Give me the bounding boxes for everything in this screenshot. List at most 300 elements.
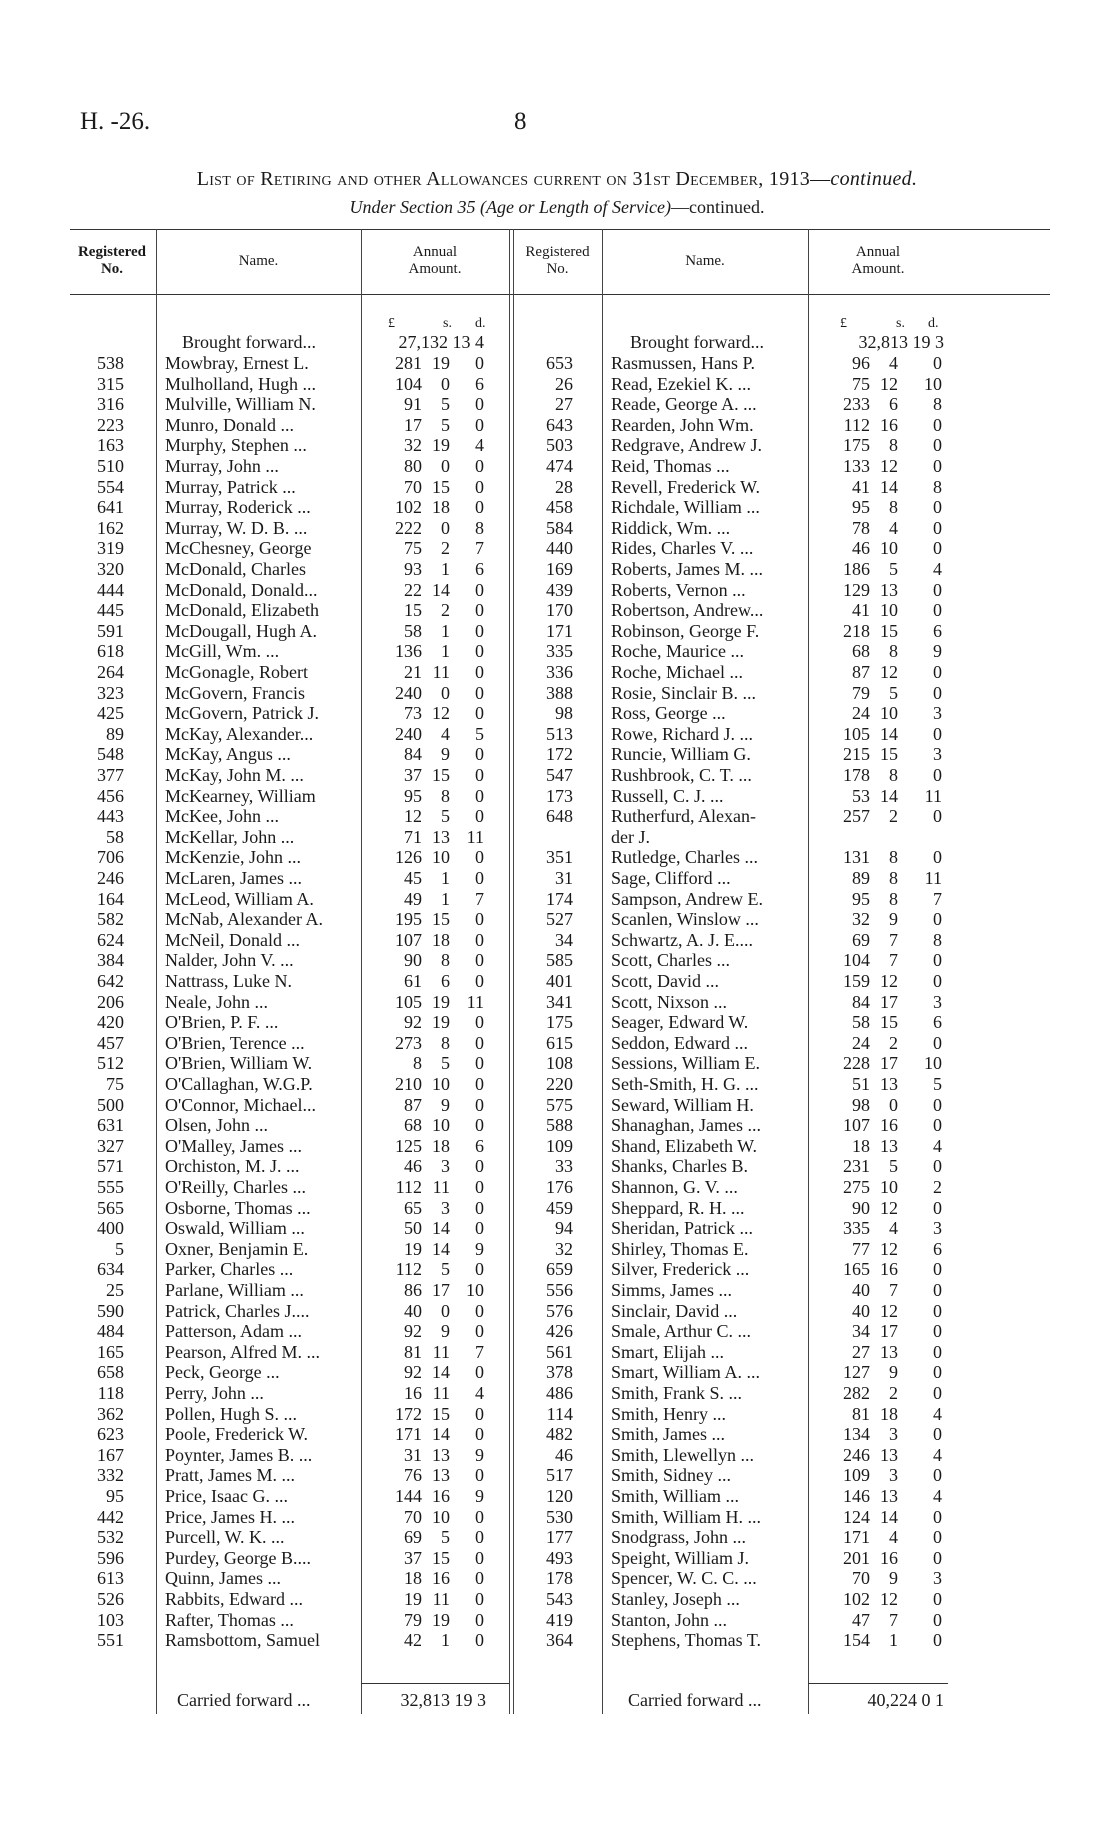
allowee-name: Seward, William H. xyxy=(611,1094,754,1115)
table-row xyxy=(0,374,1114,395)
allowee-name: Shanks, Charles B. xyxy=(611,1156,748,1177)
allowee-name: Smale, Arthur C. ... xyxy=(611,1321,751,1342)
amount-pence: 11 xyxy=(924,785,942,806)
allowee-name: Osborne, Thomas ... xyxy=(165,1197,311,1218)
table-row xyxy=(0,765,1114,786)
amount-shillings: 9 xyxy=(889,1568,898,1589)
registered-no: 167 xyxy=(97,1444,124,1465)
amount-pence: 0 xyxy=(475,1259,484,1280)
amount-shillings: 13 xyxy=(880,1341,898,1362)
table-row xyxy=(0,1548,1114,1569)
amount-pounds: 32 xyxy=(852,909,870,930)
amount-pounds: 8 xyxy=(413,1053,422,1074)
amount-pounds: 75 xyxy=(852,373,870,394)
allowee-name: Roberts, James M. ... xyxy=(611,559,763,579)
amount-pence: 0 xyxy=(933,1547,942,1568)
registered-no: 551 xyxy=(97,1630,124,1651)
amount-pounds: 79 xyxy=(852,682,870,703)
amount-shillings: 8 xyxy=(889,641,898,662)
allowee-name: McLeod, William A. xyxy=(165,888,314,909)
table-row xyxy=(0,1301,1114,1322)
registered-no: 176 xyxy=(546,1177,573,1197)
amount-pence: 0 xyxy=(933,353,942,373)
allowee-name: O'Connor, Michael... xyxy=(165,1094,316,1115)
registered-no: 26 xyxy=(555,373,573,394)
amount-pence: 0 xyxy=(475,497,484,518)
registered-no: 561 xyxy=(546,1341,573,1362)
amount-shillings: 3 xyxy=(889,1424,898,1445)
registered-no: 548 xyxy=(97,744,124,765)
amount-pence: 0 xyxy=(475,456,484,476)
amount-pounds: 84 xyxy=(404,744,422,765)
amount-shillings: 10 xyxy=(880,538,898,559)
registered-no: 31 xyxy=(555,868,573,888)
amount-shillings: 17 xyxy=(880,1321,898,1342)
registered-no: 118 xyxy=(97,1383,124,1403)
registered-no: 442 xyxy=(97,1506,124,1527)
amount-pounds: 68 xyxy=(852,641,870,662)
amount-pence: 0 xyxy=(933,1032,942,1053)
registered-no: 641 xyxy=(97,497,124,518)
allowee-name: McNeil, Donald ... xyxy=(165,929,300,950)
amount-pence: 6 xyxy=(475,559,484,579)
registered-no: 484 xyxy=(97,1321,124,1342)
amount-pence: 0 xyxy=(933,435,942,456)
amount-shillings: 13 xyxy=(432,1465,450,1486)
amount-shillings: 6 xyxy=(441,971,450,991)
registered-no: 576 xyxy=(546,1300,573,1321)
allowee-name: Rafter, Thomas ... xyxy=(165,1609,294,1630)
allowee-name: McKay, Angus ... xyxy=(165,744,291,765)
allowee-name: Pratt, James M. ... xyxy=(165,1465,295,1486)
amount-pence: 0 xyxy=(933,1383,942,1403)
amount-pounds: 61 xyxy=(404,971,422,991)
registered-no: 582 xyxy=(97,909,124,930)
amount-pounds: 92 xyxy=(404,1012,422,1033)
allowee-name: McKearney, William xyxy=(165,785,316,806)
amount-pounds: 133 xyxy=(843,456,870,476)
amount-shillings: 2 xyxy=(441,538,450,559)
amount-pence: 0 xyxy=(475,1321,484,1342)
table-row xyxy=(0,889,1114,910)
amount-shillings: 1 xyxy=(441,559,450,579)
registered-no: 163 xyxy=(97,435,124,456)
amount-pence: 0 xyxy=(475,1630,484,1651)
amount-shillings: 9 xyxy=(441,744,450,765)
registered-no: 543 xyxy=(546,1589,573,1609)
table-row xyxy=(0,1568,1114,1589)
table-row xyxy=(0,1033,1114,1054)
amount-pounds: 84 xyxy=(852,991,870,1012)
amount-pence: 0 xyxy=(475,353,484,373)
amount-pounds: 90 xyxy=(852,1197,870,1218)
table-row xyxy=(0,703,1114,724)
registered-no: 510 xyxy=(97,456,124,476)
amount-pence: 0 xyxy=(475,950,484,971)
header-amount-line2: Amount. xyxy=(851,261,905,277)
header-bottom-rule xyxy=(70,294,1050,295)
left-brought-forward-label: Brought forward... xyxy=(182,332,316,352)
header-reg-line2: No. xyxy=(100,261,124,277)
amount-pence: 0 xyxy=(475,1094,484,1115)
amount-pounds: 112 xyxy=(395,1177,422,1197)
amount-pence: 0 xyxy=(475,1197,484,1218)
amount-shillings: 11 xyxy=(432,1383,450,1403)
allowee-name: Olsen, John ... xyxy=(165,1115,268,1136)
amount-pence: 0 xyxy=(933,1259,942,1280)
allowee-name: Stanton, John ... xyxy=(611,1609,728,1630)
right-carried-forward-label: Carried forward ... xyxy=(628,1690,762,1710)
amount-shillings: 13 xyxy=(432,826,450,847)
allowee-name: McGovern, Francis xyxy=(165,682,305,703)
amount-pence: 8 xyxy=(933,394,942,415)
allowee-name: Snodgrass, John ... xyxy=(611,1527,747,1548)
allowee-name: Rosie, Sinclair B. ... xyxy=(611,682,756,703)
header-registered-right xyxy=(513,244,602,278)
amount-pence: 3 xyxy=(933,1568,942,1589)
registered-no: 459 xyxy=(546,1197,573,1218)
allowee-name: Parlane, William ... xyxy=(165,1280,304,1300)
amount-shillings: 15 xyxy=(880,1012,898,1033)
registered-no: 571 xyxy=(97,1156,124,1177)
amount-pounds: 81 xyxy=(404,1341,422,1362)
header-name-left: Name. xyxy=(238,253,279,269)
registered-no: 623 xyxy=(97,1424,124,1445)
registered-no: 588 xyxy=(546,1115,573,1136)
amount-shillings: 8 xyxy=(889,868,898,888)
left-total-rule xyxy=(361,1683,509,1684)
allowee-name: Rides, Charles V. ... xyxy=(611,538,754,559)
amount-pence: 0 xyxy=(933,1094,942,1115)
amount-pounds: 96 xyxy=(852,353,870,373)
amount-shillings: 15 xyxy=(880,620,898,641)
amount-shillings: 0 xyxy=(889,1094,898,1115)
amount-pence: 6 xyxy=(475,1135,484,1156)
amount-pence: 0 xyxy=(475,1012,484,1033)
registered-no: 94 xyxy=(555,1218,573,1239)
registered-no: 89 xyxy=(106,723,124,744)
amount-shillings: 5 xyxy=(441,394,450,415)
header-reg-line2: No. xyxy=(546,261,569,277)
amount-pence: 0 xyxy=(933,1527,942,1548)
amount-pounds: 240 xyxy=(395,723,422,744)
allowee-name: Roche, Maurice ... xyxy=(611,641,744,662)
registered-no: 486 xyxy=(546,1383,573,1403)
amount-shillings: 16 xyxy=(880,414,898,435)
amount-pence: 3 xyxy=(933,703,942,724)
amount-pence: 0 xyxy=(933,1321,942,1342)
amount-pence: 0 xyxy=(475,1403,484,1424)
amount-pounds: 73 xyxy=(404,703,422,724)
allowee-name: Smith, Frank S. ... xyxy=(611,1383,743,1403)
registered-no: 75 xyxy=(106,1074,124,1094)
amount-shillings: 10 xyxy=(432,1115,450,1136)
amount-shillings: 11 xyxy=(432,1589,450,1609)
amount-pounds: 215 xyxy=(843,744,870,765)
amount-pounds: 93 xyxy=(404,559,422,579)
table-row xyxy=(0,1589,1114,1610)
registered-no: 332 xyxy=(97,1465,124,1486)
amount-pence: 0 xyxy=(475,1115,484,1136)
subtitle-plain: —continued. xyxy=(670,197,765,217)
registered-no: 27 xyxy=(555,394,573,415)
amount-pence: 0 xyxy=(933,662,942,682)
allowee-name: Read, Ezekiel K. ... xyxy=(611,373,751,394)
amount-shillings: 19 xyxy=(432,353,450,373)
table-row xyxy=(0,1507,1114,1528)
amount-shillings: 10 xyxy=(432,1506,450,1527)
table-row xyxy=(0,1527,1114,1548)
amount-pounds: 275 xyxy=(843,1177,870,1197)
pound-heading: £ xyxy=(388,316,395,331)
amount-shillings: 12 xyxy=(880,971,898,991)
registered-no: 206 xyxy=(97,991,124,1012)
table-row xyxy=(0,559,1114,580)
amount-pence: 0 xyxy=(475,662,484,682)
amount-pounds: 282 xyxy=(843,1383,870,1403)
registered-no: 532 xyxy=(97,1527,124,1548)
registered-no: 575 xyxy=(546,1094,573,1115)
allowee-name: Price, Isaac G. ... xyxy=(165,1486,288,1506)
amount-pounds: 81 xyxy=(852,1403,870,1424)
amount-pence: 0 xyxy=(475,971,484,991)
amount-pounds: 46 xyxy=(852,538,870,559)
amount-pounds: 112 xyxy=(395,1259,422,1280)
allowee-name: Speight, William J. xyxy=(611,1547,749,1568)
amount-shillings: 8 xyxy=(441,950,450,971)
amount-pence: 8 xyxy=(933,476,942,497)
allowee-name: McLaren, James ... xyxy=(165,868,302,888)
amount-shillings: 7 xyxy=(889,1609,898,1630)
table-row xyxy=(0,847,1114,868)
amount-pence: 0 xyxy=(933,971,942,991)
header-reg-line1: Registered xyxy=(77,244,147,260)
table-row xyxy=(0,497,1114,518)
amount-pounds: 37 xyxy=(404,1547,422,1568)
amount-pounds: 233 xyxy=(843,394,870,415)
amount-pounds: 70 xyxy=(404,1506,422,1527)
amount-shillings: 1 xyxy=(441,868,450,888)
amount-shillings: 8 xyxy=(441,1032,450,1053)
registered-no: 440 xyxy=(546,538,573,559)
amount-pence: 10 xyxy=(924,373,942,394)
registered-no: 103 xyxy=(97,1609,124,1630)
amount-pounds: 273 xyxy=(395,1032,422,1053)
amount-shillings: 15 xyxy=(880,744,898,765)
amount-pence: 0 xyxy=(475,1156,484,1177)
registered-no: 108 xyxy=(546,1053,573,1074)
amount-pence: 0 xyxy=(933,1424,942,1445)
table-row xyxy=(0,1404,1114,1425)
amount-shillings: 11 xyxy=(432,1177,450,1197)
amount-pounds: 24 xyxy=(852,703,870,724)
amount-shillings: 14 xyxy=(432,1362,450,1383)
amount-pence: 9 xyxy=(475,1486,484,1506)
allowee-name: McChesney, George xyxy=(165,538,312,559)
amount-pence: 0 xyxy=(475,1053,484,1074)
amount-shillings: 12 xyxy=(880,1238,898,1259)
amount-pounds: 42 xyxy=(404,1630,422,1651)
amount-pounds: 105 xyxy=(843,723,870,744)
table-row xyxy=(0,1012,1114,1033)
allowee-name: Scanlen, Winslow ... xyxy=(611,909,759,930)
right-brought-forward-amount: 32,813 19 3 xyxy=(858,332,944,352)
allowee-name: Shannon, G. V. ... xyxy=(611,1177,738,1197)
amount-shillings: 0 xyxy=(441,456,450,476)
amount-shillings: 12 xyxy=(880,373,898,394)
amount-pence: 4 xyxy=(933,1403,942,1424)
amount-pounds: 107 xyxy=(843,1115,870,1136)
registered-no: 527 xyxy=(546,909,573,930)
amount-pence: 0 xyxy=(475,682,484,703)
table-top-rule xyxy=(70,229,1050,230)
amount-shillings: 16 xyxy=(880,1115,898,1136)
table-row xyxy=(0,1610,1114,1631)
amount-pounds: 53 xyxy=(852,785,870,806)
allowee-name: Rushbrook, C. T. ... xyxy=(611,765,752,785)
amount-pence: 0 xyxy=(475,785,484,806)
page-number: 8 xyxy=(514,108,527,135)
pound-heading: £ xyxy=(840,316,847,331)
table-row xyxy=(0,538,1114,559)
allowee-name: Runcie, William G. xyxy=(611,744,751,765)
allowee-name: Robertson, Andrew... xyxy=(611,600,764,621)
amount-shillings: 16 xyxy=(880,1547,898,1568)
amount-shillings: 2 xyxy=(889,1032,898,1053)
amount-pence: 4 xyxy=(475,435,484,456)
amount-shillings: 5 xyxy=(441,414,450,435)
amount-pounds: 87 xyxy=(852,662,870,682)
amount-shillings: 17 xyxy=(880,991,898,1012)
amount-shillings: 8 xyxy=(889,847,898,868)
table-row xyxy=(0,1218,1114,1239)
table-row xyxy=(0,950,1114,971)
amount-pounds: 79 xyxy=(404,1609,422,1630)
registered-no: 177 xyxy=(546,1527,573,1548)
allowee-name: O'Brien, William W. xyxy=(165,1053,313,1074)
amount-pounds: 129 xyxy=(843,579,870,600)
left-brought-forward-amount: 27,132 13 4 xyxy=(398,332,484,352)
registered-no: 341 xyxy=(546,991,573,1012)
allowee-name: Mowbray, Ernest L. xyxy=(165,353,309,373)
registered-no: 388 xyxy=(546,682,573,703)
registered-no: 364 xyxy=(546,1630,573,1651)
allowee-name: McGovern, Patrick J. xyxy=(165,703,319,724)
allowee-name: Spencer, W. C. C. ... xyxy=(611,1568,757,1589)
amount-pounds: 175 xyxy=(843,435,870,456)
registered-no: 556 xyxy=(546,1280,573,1300)
amount-pence: 0 xyxy=(933,1156,942,1177)
amount-pounds: 154 xyxy=(843,1630,870,1651)
registered-no: 538 xyxy=(97,353,124,373)
amount-shillings: 12 xyxy=(880,1197,898,1218)
amount-pence: 4 xyxy=(933,1135,942,1156)
amount-pence: 4 xyxy=(933,1444,942,1465)
amount-pounds: 178 xyxy=(843,765,870,785)
amount-pounds: 69 xyxy=(404,1527,422,1548)
amount-pounds: 102 xyxy=(395,497,422,518)
amount-pence: 0 xyxy=(933,909,942,930)
amount-shillings: 16 xyxy=(432,1568,450,1589)
page-subtitle xyxy=(0,197,1114,218)
amount-pence: 0 xyxy=(475,1032,484,1053)
amount-pence: 0 xyxy=(475,1589,484,1609)
amount-pence: 0 xyxy=(475,806,484,827)
table-row xyxy=(0,518,1114,539)
amount-pounds: 136 xyxy=(395,641,422,662)
amount-pence: 6 xyxy=(933,620,942,641)
amount-pence: 7 xyxy=(475,538,484,559)
registered-no: 178 xyxy=(546,1568,573,1589)
registered-no: 162 xyxy=(97,517,124,538)
amount-pounds: 58 xyxy=(404,620,422,641)
amount-pence: 4 xyxy=(475,1383,484,1403)
amount-shillings: 12 xyxy=(880,1300,898,1321)
registered-no: 173 xyxy=(546,785,573,806)
allowee-name: Purdey, George B.... xyxy=(165,1547,311,1568)
amount-pence: 0 xyxy=(475,868,484,888)
amount-pounds: 107 xyxy=(395,929,422,950)
amount-pence: 0 xyxy=(475,620,484,641)
registered-no: 503 xyxy=(546,435,573,456)
registered-no: 400 xyxy=(97,1218,124,1239)
table-row xyxy=(0,1177,1114,1198)
amount-pence: 0 xyxy=(475,1568,484,1589)
allowee-name: Pollen, Hugh S. ... xyxy=(165,1403,298,1424)
amount-shillings: 13 xyxy=(880,1074,898,1094)
amount-shillings: 3 xyxy=(441,1197,450,1218)
amount-pence: 11 xyxy=(466,826,484,847)
registered-no: 456 xyxy=(97,785,124,806)
amount-shillings: 11 xyxy=(432,662,450,682)
header-amount-line2: Amount. xyxy=(408,261,462,277)
allowee-name: Simms, James ... xyxy=(611,1280,733,1300)
amount-shillings: 5 xyxy=(441,806,450,827)
amount-pounds: 18 xyxy=(404,1568,422,1589)
amount-pence: 0 xyxy=(933,1506,942,1527)
amount-shillings: 12 xyxy=(880,662,898,682)
allowee-name: Patterson, Adam ... xyxy=(165,1321,302,1342)
allowee-name: Silver, Frederick ... xyxy=(611,1259,750,1280)
registered-no: 445 xyxy=(97,600,124,621)
registered-no: 420 xyxy=(97,1012,124,1033)
amount-pounds: 104 xyxy=(843,950,870,971)
allowee-name: McDougall, Hugh A. xyxy=(165,620,317,641)
allowee-name: Redgrave, Andrew J. xyxy=(611,435,762,456)
registered-no: 444 xyxy=(97,579,124,600)
amount-shillings: 19 xyxy=(432,1609,450,1630)
registered-no: 316 xyxy=(97,394,124,415)
amount-pounds: 58 xyxy=(852,1012,870,1033)
table-row xyxy=(0,353,1114,374)
registered-no: 526 xyxy=(97,1589,124,1609)
amount-pence: 8 xyxy=(475,517,484,538)
header-amount-line1: Annual xyxy=(412,244,458,260)
right-brought-forward-label: Brought forward... xyxy=(630,332,764,352)
amount-pence: 0 xyxy=(933,682,942,703)
allowee-name: Shand, Elizabeth W. xyxy=(611,1135,757,1156)
amount-pounds: 240 xyxy=(395,682,422,703)
amount-shillings: 11 xyxy=(432,1341,450,1362)
shilling-heading: s. xyxy=(896,316,905,331)
allowee-name: Shanaghan, James ... xyxy=(611,1115,761,1136)
amount-pounds: 95 xyxy=(852,888,870,909)
amount-shillings: 5 xyxy=(889,682,898,703)
amount-pence: 10 xyxy=(466,1280,484,1300)
amount-pounds: 51 xyxy=(852,1074,870,1094)
registered-no: 618 xyxy=(97,641,124,662)
amount-pounds: 98 xyxy=(852,1094,870,1115)
